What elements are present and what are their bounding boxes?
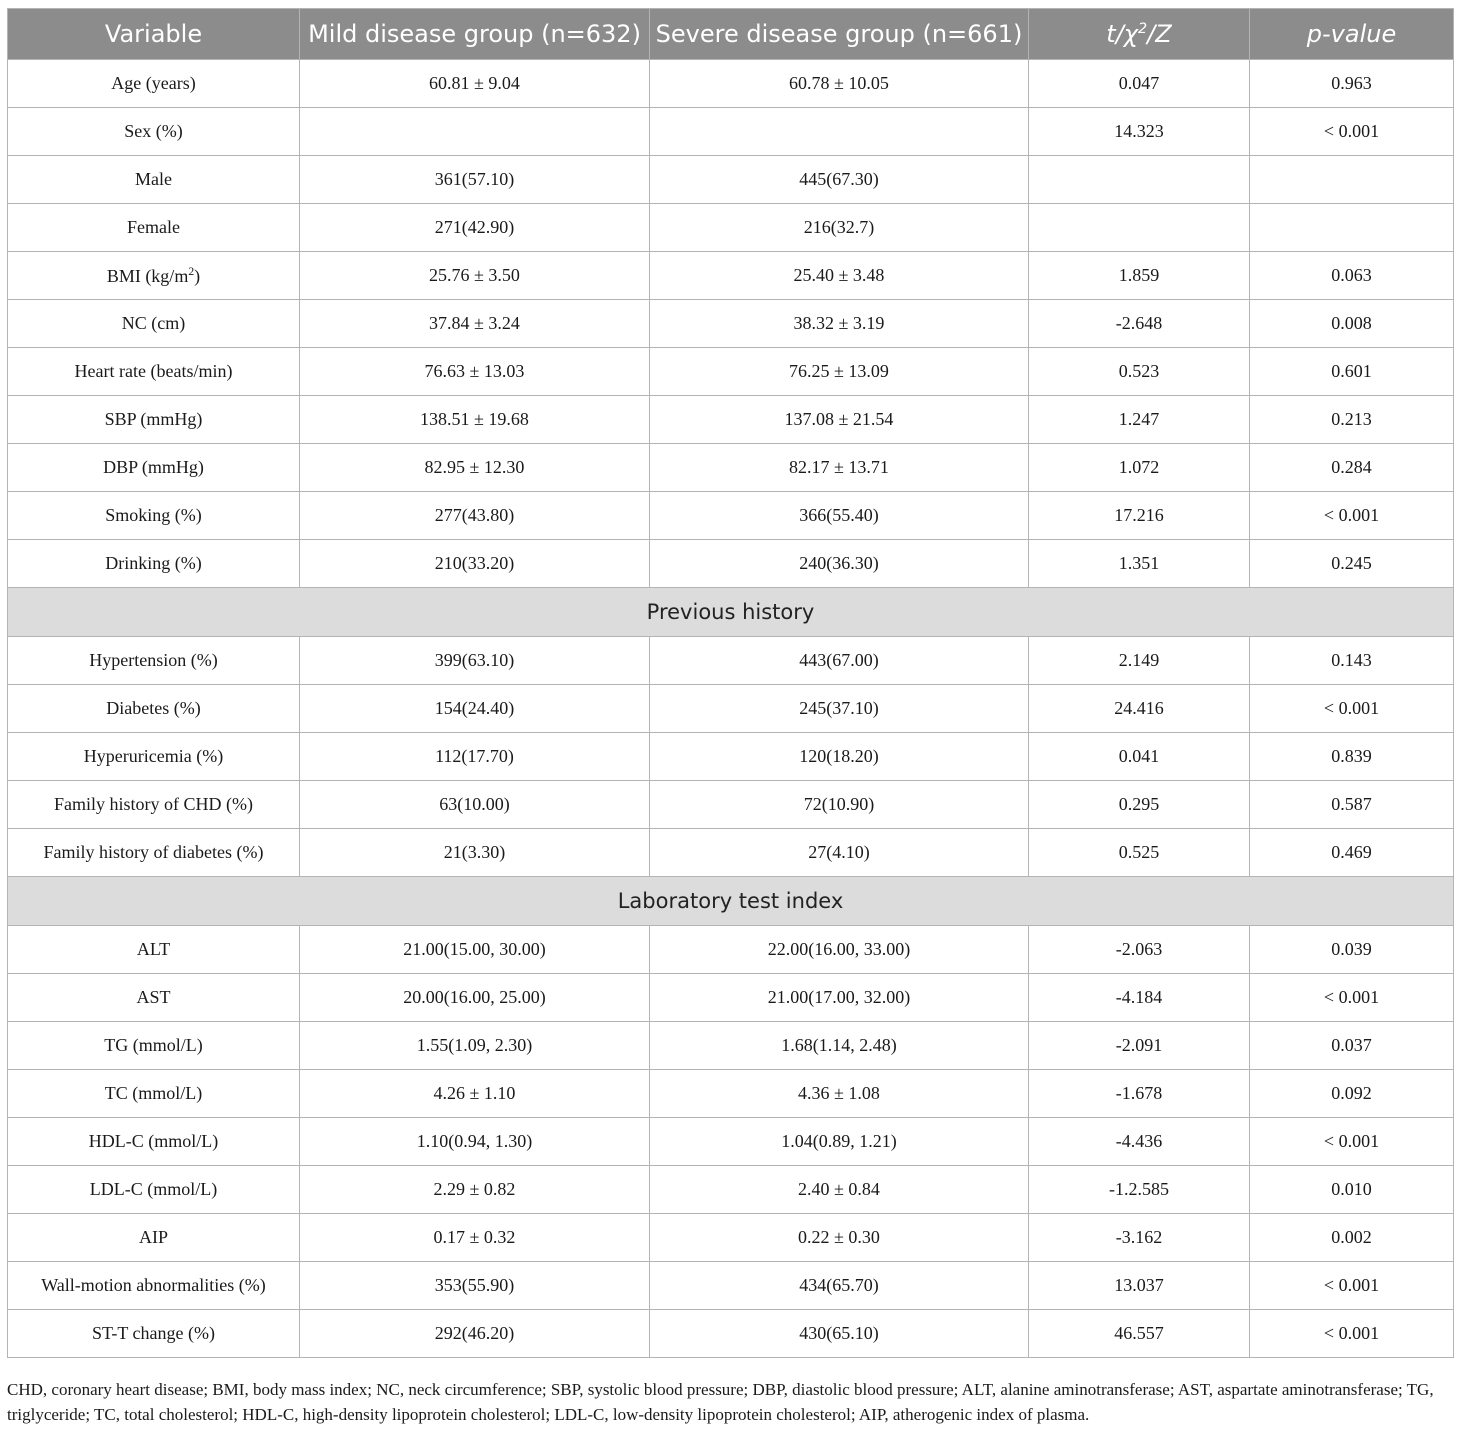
cell-severe: 137.08 ± 21.54 xyxy=(650,396,1029,444)
cell-statistic: 0.047 xyxy=(1029,60,1250,108)
cell-mild: 60.81 ± 9.04 xyxy=(300,60,650,108)
table-row xyxy=(8,348,1454,396)
cell-variable: TG (mmol/L) xyxy=(8,1022,300,1070)
cell-p-value: 0.008 xyxy=(1250,300,1454,348)
cell-statistic: -2.063 xyxy=(1029,926,1250,974)
cell-variable: SBP (mmHg) xyxy=(8,396,300,444)
section-header-row xyxy=(8,588,1454,637)
cell-severe: 38.32 ± 3.19 xyxy=(650,300,1029,348)
cell-mild: 271(42.90) xyxy=(300,204,650,252)
table-row xyxy=(8,1214,1454,1262)
cell-mild: 37.84 ± 3.24 xyxy=(300,300,650,348)
cell-statistic xyxy=(1029,204,1250,252)
cell-mild: 292(46.20) xyxy=(300,1310,650,1358)
table-row xyxy=(8,829,1454,877)
cell-p-value xyxy=(1250,156,1454,204)
cell-mild: 25.76 ± 3.50 xyxy=(300,252,650,300)
table-row xyxy=(8,1262,1454,1310)
cell-p-value: < 0.001 xyxy=(1250,108,1454,156)
cell-severe: 366(55.40) xyxy=(650,492,1029,540)
cell-severe: 443(67.00) xyxy=(650,637,1029,685)
cell-severe xyxy=(650,108,1029,156)
table-row xyxy=(8,204,1454,252)
table-row xyxy=(8,1070,1454,1118)
cell-statistic: -4.184 xyxy=(1029,974,1250,1022)
cell-variable: ST-T change (%) xyxy=(8,1310,300,1358)
cell-statistic: -1.678 xyxy=(1029,1070,1250,1118)
cell-variable: TC (mmol/L) xyxy=(8,1070,300,1118)
cell-mild: 21.00(15.00, 30.00) xyxy=(300,926,650,974)
cell-mild: 361(57.10) xyxy=(300,156,650,204)
cell-statistic: -3.162 xyxy=(1029,1214,1250,1262)
cell-variable: ALT xyxy=(8,926,300,974)
cell-p-value: < 0.001 xyxy=(1250,1262,1454,1310)
cell-variable: Male xyxy=(8,156,300,204)
cell-statistic: 24.416 xyxy=(1029,685,1250,733)
table-row xyxy=(8,108,1454,156)
cell-severe: 27(4.10) xyxy=(650,829,1029,877)
cell-p-value: < 0.001 xyxy=(1250,1310,1454,1358)
table-row xyxy=(8,252,1454,300)
cell-p-value: 0.002 xyxy=(1250,1214,1454,1262)
cell-p-value: 0.143 xyxy=(1250,637,1454,685)
cell-p-value: 0.213 xyxy=(1250,396,1454,444)
cell-mild: 4.26 ± 1.10 xyxy=(300,1070,650,1118)
cell-severe: 25.40 ± 3.48 xyxy=(650,252,1029,300)
cell-statistic: 46.557 xyxy=(1029,1310,1250,1358)
header-test-statistic: $t/\chi^2/Z$ xyxy=(1029,9,1250,60)
table-row xyxy=(8,781,1454,829)
cell-severe: 4.36 ± 1.08 xyxy=(650,1070,1029,1118)
cell-variable: Sex (%) xyxy=(8,108,300,156)
cell-severe: 445(67.30) xyxy=(650,156,1029,204)
section-header-row xyxy=(8,877,1454,926)
cell-statistic: 0.525 xyxy=(1029,829,1250,877)
cell-p-value: 0.010 xyxy=(1250,1166,1454,1214)
table-row xyxy=(8,926,1454,974)
cell-p-value: 0.092 xyxy=(1250,1070,1454,1118)
table-row xyxy=(8,1118,1454,1166)
cell-statistic: 0.295 xyxy=(1029,781,1250,829)
cell-severe: 21.00(17.00, 32.00) xyxy=(650,974,1029,1022)
table-row xyxy=(8,492,1454,540)
cell-mild: 21(3.30) xyxy=(300,829,650,877)
cell-severe: 1.68(1.14, 2.48) xyxy=(650,1022,1029,1070)
cell-variable: AIP xyxy=(8,1214,300,1262)
table-body xyxy=(8,60,1454,1358)
table-row xyxy=(8,60,1454,108)
cell-mild: 210(33.20) xyxy=(300,540,650,588)
table-row xyxy=(8,1022,1454,1070)
baseline-characteristics-table xyxy=(7,8,1454,1358)
header-mild-group: Mild disease group (n=632) xyxy=(300,9,650,60)
cell-mild: 154(24.40) xyxy=(300,685,650,733)
cell-statistic: 1.351 xyxy=(1029,540,1250,588)
cell-p-value: 0.601 xyxy=(1250,348,1454,396)
cell-variable: LDL-C (mmol/L) xyxy=(8,1166,300,1214)
cell-severe: 120(18.20) xyxy=(650,733,1029,781)
cell-mild: 1.10(0.94, 1.30) xyxy=(300,1118,650,1166)
cell-severe: 245(37.10) xyxy=(650,685,1029,733)
table-row xyxy=(8,444,1454,492)
cell-severe: 76.25 ± 13.09 xyxy=(650,348,1029,396)
cell-mild: 0.17 ± 0.32 xyxy=(300,1214,650,1262)
cell-p-value: 0.469 xyxy=(1250,829,1454,877)
cell-mild: 353(55.90) xyxy=(300,1262,650,1310)
cell-mild: 20.00(16.00, 25.00) xyxy=(300,974,650,1022)
cell-variable: Age (years) xyxy=(8,60,300,108)
cell-statistic: 0.523 xyxy=(1029,348,1250,396)
cell-variable: NC (cm) xyxy=(8,300,300,348)
cell-mild: 112(17.70) xyxy=(300,733,650,781)
section-label: Laboratory test index xyxy=(8,877,1454,926)
cell-variable: Hypertension (%) xyxy=(8,637,300,685)
cell-variable: BMI $(kg/m^2)$ xyxy=(8,252,300,300)
cell-statistic: 17.216 xyxy=(1029,492,1250,540)
cell-variable: Family history of diabetes (%) xyxy=(8,829,300,877)
cell-severe: 430(65.10) xyxy=(650,1310,1029,1358)
cell-statistic: 2.149 xyxy=(1029,637,1250,685)
cell-mild: 399(63.10) xyxy=(300,637,650,685)
cell-severe: 22.00(16.00, 33.00) xyxy=(650,926,1029,974)
cell-p-value: < 0.001 xyxy=(1250,1118,1454,1166)
cell-p-value: 0.839 xyxy=(1250,733,1454,781)
header-row xyxy=(8,9,1454,60)
cell-statistic: -4.436 xyxy=(1029,1118,1250,1166)
cell-variable: Wall-motion abnormalities (%) xyxy=(8,1262,300,1310)
table-header xyxy=(8,9,1454,60)
cell-mild: 1.55(1.09, 2.30) xyxy=(300,1022,650,1070)
section-label: Previous history xyxy=(8,588,1454,637)
table-row xyxy=(8,685,1454,733)
cell-variable: Heart rate (beats/min) xyxy=(8,348,300,396)
header-p-value: p-value xyxy=(1250,9,1454,60)
cell-variable: DBP (mmHg) xyxy=(8,444,300,492)
cell-mild: 138.51 ± 19.68 xyxy=(300,396,650,444)
cell-statistic: -1.2.585 xyxy=(1029,1166,1250,1214)
cell-p-value: 0.587 xyxy=(1250,781,1454,829)
cell-statistic: 0.041 xyxy=(1029,733,1250,781)
cell-statistic: 1.247 xyxy=(1029,396,1250,444)
cell-statistic: 1.072 xyxy=(1029,444,1250,492)
table-row xyxy=(8,1310,1454,1358)
cell-variable: HDL-C (mmol/L) xyxy=(8,1118,300,1166)
table-row xyxy=(8,1166,1454,1214)
cell-p-value: 0.063 xyxy=(1250,252,1454,300)
cell-variable: Family history of CHD (%) xyxy=(8,781,300,829)
cell-severe: 0.22 ± 0.30 xyxy=(650,1214,1029,1262)
cell-severe: 60.78 ± 10.05 xyxy=(650,60,1029,108)
cell-severe: 216(32.7) xyxy=(650,204,1029,252)
cell-severe: 72(10.90) xyxy=(650,781,1029,829)
cell-mild: 76.63 ± 13.03 xyxy=(300,348,650,396)
cell-statistic: 1.859 xyxy=(1029,252,1250,300)
cell-variable: AST xyxy=(8,974,300,1022)
cell-severe: 1.04(0.89, 1.21) xyxy=(650,1118,1029,1166)
cell-severe: 82.17 ± 13.71 xyxy=(650,444,1029,492)
cell-variable: Drinking (%) xyxy=(8,540,300,588)
cell-variable: Diabetes (%) xyxy=(8,685,300,733)
cell-mild: 82.95 ± 12.30 xyxy=(300,444,650,492)
cell-mild: 63(10.00) xyxy=(300,781,650,829)
cell-p-value: 0.039 xyxy=(1250,926,1454,974)
table-row xyxy=(8,156,1454,204)
cell-p-value: 0.963 xyxy=(1250,60,1454,108)
cell-severe: 2.40 ± 0.84 xyxy=(650,1166,1029,1214)
table-row xyxy=(8,396,1454,444)
table-row xyxy=(8,540,1454,588)
table-row xyxy=(8,300,1454,348)
table-row xyxy=(8,637,1454,685)
cell-statistic: 13.037 xyxy=(1029,1262,1250,1310)
cell-severe: 434(65.70) xyxy=(650,1262,1029,1310)
cell-statistic: -2.091 xyxy=(1029,1022,1250,1070)
cell-variable: Hyperuricemia (%) xyxy=(8,733,300,781)
cell-mild: 2.29 ± 0.82 xyxy=(300,1166,650,1214)
cell-mild: 277(43.80) xyxy=(300,492,650,540)
cell-statistic: 14.323 xyxy=(1029,108,1250,156)
table-row xyxy=(8,974,1454,1022)
header-severe-group: Severe disease group (n=661) xyxy=(650,9,1029,60)
cell-p-value: 0.037 xyxy=(1250,1022,1454,1070)
cell-p-value: 0.284 xyxy=(1250,444,1454,492)
cell-p-value xyxy=(1250,204,1454,252)
cell-severe: 240(36.30) xyxy=(650,540,1029,588)
cell-variable: Smoking (%) xyxy=(8,492,300,540)
cell-statistic: -2.648 xyxy=(1029,300,1250,348)
cell-variable: Female xyxy=(8,204,300,252)
table-footnote: CHD, coronary heart disease; BMI, body mass index; NC, neck circumference; SBP, systolic blood pressure; DBP, diastolic blood pressure; ALT, alanine aminotransferase; AST, aspartate aminotransferase; TG, triglyceride; TC, total cholesterol; HDL-C, high-density lipoprotein cholesterol; LDL-C, low-density lipoprotein cholesterol; AIP, atherogenic index of plasma. xyxy=(7,1380,1434,1424)
cell-statistic xyxy=(1029,156,1250,204)
cell-p-value: 0.245 xyxy=(1250,540,1454,588)
cell-mild xyxy=(300,108,650,156)
header-variable: Variable xyxy=(8,9,300,60)
cell-p-value: < 0.001 xyxy=(1250,685,1454,733)
cell-p-value: < 0.001 xyxy=(1250,974,1454,1022)
cell-p-value: < 0.001 xyxy=(1250,492,1454,540)
table-row xyxy=(8,733,1454,781)
